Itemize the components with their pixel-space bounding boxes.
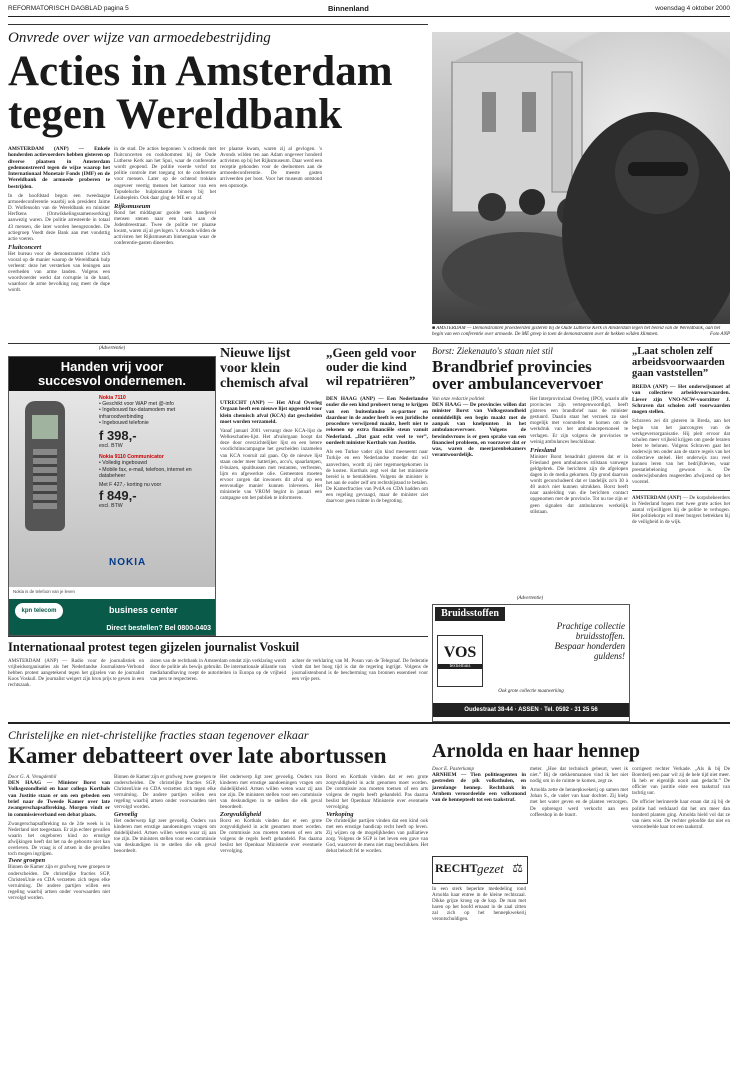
ambulance-col-2: [530, 396, 628, 592]
arbeid-lead: BREDA (ANP) — Het onderwijsmoet af van collectieve arbeidsvoorwaarden. Liever zijn VNO-NCW-voorzitter J. Schraven dat scholen zelf voorwaarden mogen stellen.: [632, 384, 730, 416]
ad-headline-1: Handen vrij voor: [60, 359, 164, 374]
hennep-body-2: meter. „Hoe dat technisch gebeurt, weet ik niet.” Bij de stekkenmannen vind ik het niet nodig om in de ruimte te komen, zegt ze.: [530, 766, 628, 785]
feature-2-0: • Volledig ingebouwd: [99, 460, 147, 467]
photo-caption: [432, 326, 730, 340]
logo-gezet: gezet: [477, 861, 504, 876]
abortus-kicker: Christelijke en niet-christelijke fracties staan tegenover elkaar: [8, 728, 309, 742]
headline-line-2: tegen Wereldbank: [8, 91, 343, 138]
feature-1-0: • Geschikt voor WAP met @-info: [99, 401, 174, 408]
chemisch-headline-1: Nieuwe lijst: [220, 346, 291, 361]
kpn-banner: [9, 599, 215, 623]
repatrieren-article: [326, 396, 428, 632]
bruid-small: Ook grote collectie maatwerking: [498, 689, 564, 694]
bruidsstoffen-advertisement[interactable]: [432, 604, 630, 722]
bruid-ad-label: (Advertentie): [516, 596, 544, 601]
arbeid-headline-3: gaan vaststellen”: [632, 368, 709, 379]
ambulance-headline-2: over ambulancevervoer: [432, 374, 604, 393]
hennep-headline: Arnolda en haar hennep: [432, 740, 641, 762]
bruid-address: Oudestraat 38-44 · ASSEN · Tel. 0592 - 31 25 56: [433, 703, 629, 717]
abortus-lead: DEN HAAG — Minister Borst van Volksgezondheid en haar collega Korthals van Justitie staan er om een gebeden een brief naar de Tweede Kamer over late zwangerschapsafbreking. Morgen vindt er in commissieverband een debat plaats.: [8, 780, 110, 818]
arbeid-headline: [632, 346, 730, 379]
header-left: REFORMATORISCH DAGBLAD pagina 5: [8, 5, 129, 12]
arbeid-headline-2: arbeidsvoorwaarden: [632, 357, 725, 368]
chemisch-lead: UTRECHT (ANP) — Het Afval Overleg Orgaan heeft een nieuwe lijst opgesteld voor klein chemisch afval (KCA) dat gescheiden moet worden verzameld.: [220, 400, 322, 425]
ambulance-kicker: Borst: Ziekenauto's staan niet stil: [432, 346, 553, 356]
chemisch-body: Vanaf januari 2001 vervangt deze KCA-lijst de Welkeschaties-lijst. Het afvalorgaan hoopt dat deze door overzichtelijker lijst en een betere voorlichtinscampagne het gescheiden inzamelen van KCA vooruit zal gaan. Op de nieuwe lijst staan onder meer batterijen, accu's, spaarlampen, tl-buizen, spuitbussen met restanten, verfresten, lijm en afgewerkte olie. Gemeenten moeten ervoor zorgen dat inwoners dit afval op een eenvoudige manier kunnen inleveren. Het ministerie van VROM begint in januari een campagne om het publiek te informeren.: [220, 428, 322, 502]
abortus-body-4: Borst en Korthals vinden dat er een grote zorgvuldigheid in acht genomen moet worden. De commissie zou moeten toetsen of een arts volgens de regels heeft gehandeld. Pas daarna beslist het Openbaar Ministerie over eventuele vervolging.: [220, 817, 322, 855]
abortus-body-5: De christelijke partijen vinden dat een kind ook met een ernstige handicap recht heeft op leven. Zij wijzen op de mogelijkheden van palliatieve zorg. Volgens de SGP is het leven een gave van God, waarover de mens niet mag beschikken. Het debat belooft fel te worden.: [326, 817, 428, 855]
voskuil-col-1: AMSTERDAM (ANP) — Radio voor de journalistiek en vrijheidsorganisaties als het Nederlandse Journalisten-Verbond hebben protest aangetekend tegen het gijzelen van de journalist Koos Voskuil. De journalist weigert zijn bron prijs te geven in een rechtszaak.: [8, 658, 144, 689]
subhead-gevoelig: Gevoelig: [114, 810, 138, 818]
abortus-col-4: [326, 774, 428, 1062]
caption-text: AMSTERDAM — Demonstranten proesteerden gisteren bij de Oude Lutherse Kerk in Amsterdam tegen het beleid van de Wereldbank, aan het begin van een conferentie over armoede. De ME greep in toen de demonstranten over de hekken wilden klimmen.: [432, 326, 721, 337]
arbeid-body: Schraven zei dit gisteren in Breda, aan het begin van het jaarcongres van de werkgeversorganisatie. Hij pleit ervoor dat scholen meer vrijheid krijgen om goede leraren beter te belonen. Volgens Schraven gaat het onderwijs ten onder aan de starre regels van het collectieve stelsel. Het onderwijs zou veel kunnen leren van het bedrijfsleven, waar prestatiebeloning gewoon is. De onderwijsbonden reageerden afwijzend op het voorstel.: [632, 418, 730, 486]
hennep-body-5: De officier herinnerde haar eraan dat zij bij de politie had verklaard dat het om meer dan honderd planten ging. Arnolda hield vol dat ze van niets wist. De rechter geloofde dat niet en veroordeelde haar tot een taakstraf.: [632, 799, 730, 830]
korps-note-text: De korpsbeheerders in Nederland hopen met twee grote acties het aantal vrijwilligers bij de politie te verhogen. Het politiekorps wil meer burgers betrekken bij de veiligheid in de wijk.: [632, 494, 730, 525]
hennep-lead: ARNHEM — Tien politieagenten in gestreden de pik volksthulen, en jarenlange hennep. Rechtbank in Arnhem veroordeelde een volksmond van de hennepteelt tot een taakstraf.: [432, 772, 526, 804]
korps-note: AMSTERDAM (ANP) — De korpsbeheerders in Nederland hopen met twee grote acties het aantal vrijwilligers bij de politie te verhogen. Het politiekorps wil meer burgers betrekken bij de veiligheid in de wijk.: [632, 494, 730, 525]
page-header: [8, 4, 730, 17]
price-1: f 398,-: [99, 428, 137, 444]
kpn-logo: kpn telecom: [15, 603, 63, 619]
repatrieren-headline: [326, 346, 428, 388]
kpn-advertisement[interactable]: [8, 356, 216, 636]
model-1: Nokia 7110: [99, 395, 126, 401]
ad-label: (Advertentie): [98, 346, 126, 351]
ambulance-headline-1: Brandbrief provincies: [432, 357, 592, 376]
vos-logo-sub: textielhuis: [438, 664, 482, 669]
abortus-col-2: [114, 774, 216, 1062]
arbeid-article: [632, 384, 730, 720]
top-story-lead: AMSTERDAM (ANP) — Enkele honderden actievoerders hebben gisteren op diverse plaatsen in Amsterdam gedemonstreerd tegen de wijze waarop het Internationaal Monetair Fonds (IMF) en de Wereldbank de armoede proberen te bestrijden.: [8, 146, 110, 190]
hennep-body-1: In een sterk beperkte mededeling rond Arnolda haar entree in de kleine rechtszaal. Dikke grijze kroeg op de kop. De man met haren op het hoofd ernaast in de zaal zitten zal zich op het hennepkwekerij verontschuldigen.: [432, 886, 526, 923]
ad-footnote: Nokia is de telefoon van je leven: [13, 589, 75, 594]
section-title: Binnenland: [328, 4, 369, 13]
subhead-rijksmuseum: Rijksmuseum: [114, 202, 151, 210]
top-story-col-1: [8, 146, 110, 342]
hennep-byline: Door E. Pasterkamp: [432, 766, 475, 772]
abortus-byline: Door G. A. Vreugdenhil: [8, 774, 57, 780]
subhead-zorgvuldigheid: Zorgvuldigheid: [220, 810, 262, 818]
repatrieren-body: Als een Turkse vader zijn kind meeneemt naar Turkije en een Nederlandse moeder dat wil aanvechten, wordt zij niet tegemoetgekomen in de kosten. Korthals zegt wel dat het ministerie bereid is te bemiddelen. Volgens de minister is het aan de ouder zelf om rechtsbijstand te betalen. De Kamerfracties van PvdA en CDA hadden om een regeling gevraagd, maar de minister ziet daarvoor geen ruimte in de begroting.: [326, 449, 428, 505]
abortus-headline: Kamer debatteert over late abortussen: [8, 743, 387, 768]
ad-product-1: [99, 395, 211, 509]
price-2-label: Met F 427,- korting nu voor: [99, 482, 162, 489]
order-phone-button[interactable]: Direct bestellen? Bel 0800-0403: [9, 623, 215, 635]
voskuil-col-2: sisten van de rechtbank in Amsterdam omdat zijn verklaring wordt door de politie als bewijs gebruikt. De internationale alliantie van mediahandhaving roept de autoriteiten in Europa op de vrijheid van pers te respecteren.: [150, 658, 286, 683]
top-story-col-3: [220, 146, 322, 342]
subhead-twee-groepen: Twee groepen: [8, 857, 46, 865]
chemisch-headline-2: voor klein: [220, 361, 281, 376]
feature-1-1: • Ingebouwd fax-datamodem met infraroodverbinding: [99, 407, 176, 420]
bruid-slogan: [507, 621, 625, 661]
bruidsstoffen-brand: Bruidsstoffen: [435, 607, 505, 621]
abortus-body-2: Binnen de Kamer zijn er grofweg twee groepen te onderscheiden. De christelijke fracties SGP, ChristenUnie en CDA verzetten zich tegen elke verruiming. De andere partijen willen een regeling waarbij artsen onder voorwaarden niet vervolgd worden.: [8, 864, 110, 901]
ad-headline-2: succesvol ondernemen.: [37, 373, 187, 388]
hennep-col-2: [530, 766, 628, 1062]
feature-2-1: • Mobile fax, e-mail, telefoon, internet en databeheer: [99, 466, 192, 479]
ambulance-lead: DEN HAAG — De provincies willen dat minister Borst van Volksgezondheid onmiddellijk een begin maakt met de aanpak van knelpunten in het ambulancevervoer. Volgens de bewindsvrouw is er geen sprake van een financieel probleem, en voorzover dat er was, waren de meerjarenbekamers verantwoordelijk.: [432, 402, 526, 459]
abortus-body-3b: Het onderwerp ligt zeer gevoelig. Ouders van kinderen met ernstige aandoeningen vragen om duidelijkheid. Artsen willen weten waar zij aan toe zijn. De ministers stellen voor een commissie van deskundigen in te stellen die elk geval beoordeelt.: [220, 774, 322, 811]
subhead-friesland: Friesland: [530, 446, 557, 454]
price-2: f 849,-: [99, 488, 137, 504]
top-story-headline: [8, 50, 428, 136]
top-story-body-2: Het bureau voor de demonstranten richtte zich vooral op de manier waarop de Wereldbank hulp verleent: deze het versterken van leningen aan overheden van arme landen. Volgens een woordvoerder werkt dat corruptie in de hand, waardoor de arme bevolking nog meer de dupe wordt.: [8, 250, 110, 294]
top-story-col-2: [114, 146, 216, 342]
repatrieren-lead: DEN HAAG (ANP) — Een Nederlandse ouder die een kind probeert terug te krijgen van een buitenlandse ex-partner en daardoor in de auder heeft is een juridische procedure verwijzend maakt, heeft niet te rekenen op extra financiële steun vanuit Nederland. „Dat gaat echt veel te ver”, oordeelt minister Korthals van Justitie.: [326, 396, 428, 447]
news-photo: [432, 32, 730, 324]
top-story-body-1: In de hoofdstad begon een tweedaagse armoedeconferentie waarbij ook president Jaime D. Wolfensohn van de Wereldbank en minister Herfkens (Ontwikkelingssamenwerking) aanwezig waren. De politie arresteerde in totaal 43 mensen, die later worden heengezonden. De actiegroep Voedt deze Bank aan met vondsttig actie voeren.: [8, 193, 110, 242]
abortus-body-4b: Borst en Korthals vinden dat er een grote zorgvuldigheid in acht genomen moet worden. De commissie zou moeten toetsen of een arts volgens de regels heeft gehandeld. Pas daarna beslist het Openbaar Ministerie over eventuele vervolging.: [326, 774, 428, 811]
repatrieren-headline-2: ouder die kind: [326, 359, 407, 374]
price-2-note: excl. BTW: [99, 503, 123, 510]
nokia-logo: NOKIA: [109, 557, 147, 568]
ambulance-body: Het Interprovinciaal Overleg (IPO), waarin alle provincies zijn vertegenwoordigd, heeft gisteren een brandbrief naar de minister gestuurd. Daarin staat het verzoek zo snel mogelijk met voorstellen te komen om de werkdruk van het ambulancepersoneel te verlagen. Er zijn volgens de provincies te weinig ambulances beschikbaar.: [530, 396, 628, 445]
vos-logo: [437, 635, 483, 687]
vos-logo-text: VOS: [443, 644, 477, 661]
phone-icon: [25, 401, 65, 531]
repatrieren-headline-1: „Geen geld voor: [326, 345, 417, 360]
slogan-1: Prachtige collectie: [556, 621, 625, 631]
top-story-kicker: Onvrede over wijze van armoedebestrijding: [8, 30, 271, 46]
hennep-intro: [432, 766, 526, 852]
hennep-body-3: Arnolda zette de hennepkwekerij op samen met Johan S., de vader van haar dochter. Zij hielp met het water geven en de planten verzorgen. De opbrengst werd verkocht aan een coffeeshop in de buurt.: [530, 787, 628, 818]
ambulance-byline: Van onze redactie politiek: [432, 396, 485, 402]
model-2: Nokia 9110 Communicator: [99, 454, 164, 461]
chemisch-article: [220, 400, 322, 632]
abortus-col-1: [8, 774, 110, 1062]
chemisch-headline-3: chemisch afval: [220, 376, 309, 391]
chemisch-headline: [220, 346, 322, 391]
price-1-note: excl. BTW: [99, 443, 123, 450]
abortus-body-1: Zwangerschapsafbreking na de 24e week is in Nederland niet toegestaan. Er zijn echter gevallen waarin het ongeboren kind zo ernstige afwijkingen heeft dat het na de geboorte niet kan overleven. De vraag is of artsen in die gevallen toch mogen ingrijpen.: [8, 820, 110, 858]
slogan-3: Bespaar honderden: [554, 641, 625, 651]
hennep-body-4: corrigeert rechter Verkade. „Als ik bij De Boerderij een paar wil zij de hele tijd niet meer. Ik heb er eigenlijk nooit aan gedacht.” De officier van justitie eiste een taakstraf van tachtig uur.: [632, 766, 730, 797]
abortus-body-2b: Binnen de Kamer zijn er grofweg twee groepen te onderscheiden. De christelijke fracties SGP, ChristenUnie en CDA verzetten zich tegen elke verruiming. De andere partijen willen een regeling waarbij artsen onder voorwaarden niet vervolgd worden.: [114, 774, 216, 811]
gavel-icon: ⚖: [512, 861, 523, 875]
headline-line-1: Acties in Amsterdam: [8, 48, 393, 95]
feature-1-2: • Ingebouwd telefonie: [99, 419, 149, 426]
repatrieren-headline-3: wil repatriëren”: [326, 373, 416, 388]
top-story-body-3: in de stad. De acties begonnen 's ochtends met fluitconcerten en rookbommen bij de Oude Lutherse Kerk aan het Spui, waar de conferentie wordt geopend. De politie voerde verlof tot politie controle met toegang tot de conferentie voor mensen. Later op de ochtend trokken ongeveer veertig mensen het kantoor van een Topsdeluche hulpinstantie binnen bij het Leidseplein. Ook daar ging de ME er op af.: [114, 146, 216, 201]
arbeid-headline-1: „Laat scholen zelf: [632, 346, 713, 357]
slogan-2: bruidsstoffen.: [575, 631, 625, 641]
slogan-4: guldens!: [594, 651, 625, 661]
caption-bullet-icon: ■: [432, 326, 437, 331]
voskuil-col-3: achter de verklaring van M. Posun van de Telegraaf. De federatie vindt dat het hoog tijd is dat de regering ingrijpt. Volgens de journalistenbond is de bescherming van bronnen essentieel voor een vrije pers.: [292, 658, 428, 683]
demonstration-photo: [432, 32, 730, 324]
abortus-body-3: Het onderwerp ligt zeer gevoelig. Ouders van kinderen met ernstige aandoeningen vragen om duidelijkheid. Artsen willen weten waar zij aan toe zijn. De ministers stellen voor een commissie van deskundigen in te stellen die elk geval beoordeelt.: [114, 817, 216, 855]
hennep-col-3: [632, 766, 730, 1062]
photo-credit: Foto ANP: [709, 332, 730, 337]
voskuil-headline: Internationaal protest tegen gijzelen journalist Voskuil: [8, 640, 300, 654]
korps-note-head: AMSTERDAM (ANP): [632, 494, 682, 501]
business-center-label: business center: [109, 605, 178, 615]
subhead-fluitconcert: Fluitconcert: [8, 243, 42, 251]
ad-headline: [9, 357, 215, 391]
logo-recht: RECHT: [435, 861, 478, 875]
top-story-body-4: Rond het middaguur gooide een handjevol mensen stenen naar een bank aan de Jodenbreestraat. Twee de politie ter plaatse kwam, waren zij al gevlogen. 's Avonds wilden de activisten het Rijksmuseum binnengaan waar de conferentie-gasten dineerden.: [114, 209, 216, 247]
ambulance-headline: [432, 358, 628, 392]
top-story-body-5: ter plaatse kwam, waren zij al gevlogen. 's Avonds wilden ten aan Adam ongeveer honderd activisten op bij het Rijksmuseum. Daar werd een receptie gehouden voor de deelnemers aan de armoedeconferentie. De meeste gasten arriveerden per boot. Voor het museum ontstond een opstootje.: [220, 146, 322, 189]
recht-gezet-logo: [432, 856, 528, 884]
subhead-verkoping: Verkoping: [326, 810, 354, 818]
ambulance-body-2: Minister Borst benadrukt gisteren dat er in Friesland geen ambulances stilstaan vanwege geldgebrek. Die berichten zijn de afgelopen dagen in de media gekomen. Op grond daarvan wordt geconcludeerd dat er landelijk zo'n 30 à 40 auto's niet kunnen uitrukken. Borst heeft naar aanleiding van die berichten contact opgenomen met de provincie. Tot nu toe zijn er geen signalen dat ambulances werkelijk stilstaan.: [530, 453, 628, 515]
header-date: woensdag 4 oktober 2000: [655, 5, 730, 12]
abortus-col-3: [220, 774, 322, 1062]
ambulance-col-1: [432, 396, 526, 592]
